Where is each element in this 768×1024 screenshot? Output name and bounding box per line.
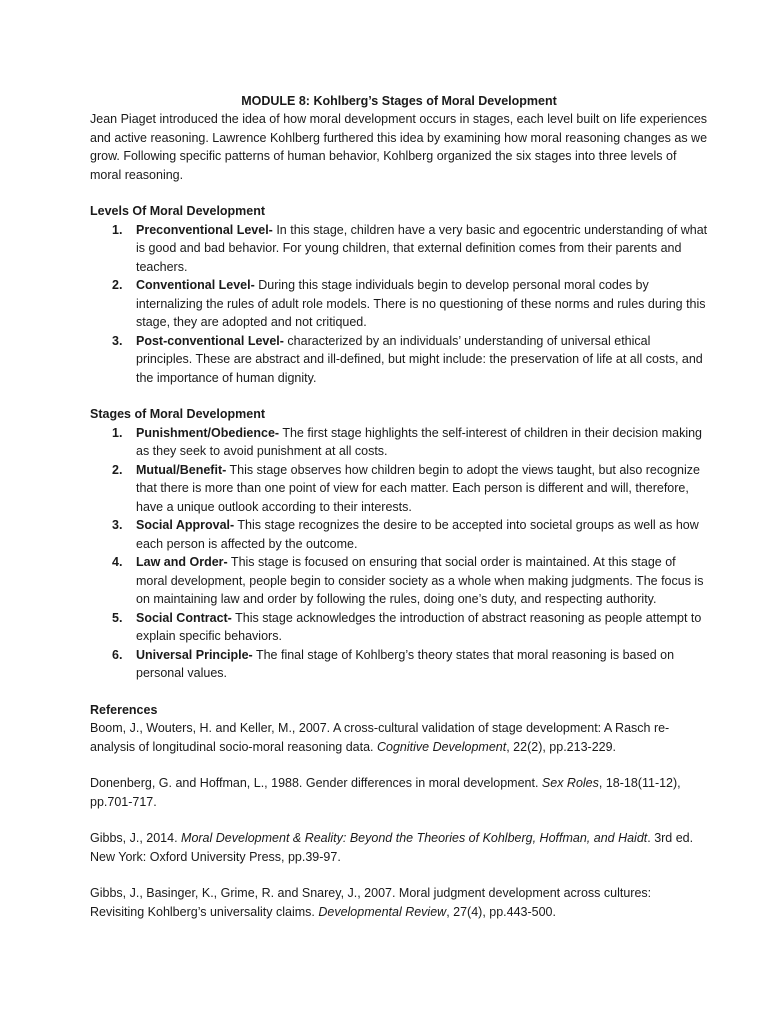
item-number: 6. <box>112 647 123 662</box>
item-number: 2. <box>112 462 123 477</box>
stages-heading: Stages of Moral Development <box>90 407 266 421</box>
list-item <box>112 516 708 553</box>
item-text: This stage observes how children begin to adopt the views taught, but also recognize that there is more than one point of view for each matter. Each person is different and will, therefore, have a unique outlook according to their interests. <box>136 462 700 514</box>
reference-source: Cognitive Development <box>376 739 507 754</box>
item-number: 5. <box>112 610 123 625</box>
list-item <box>112 276 708 332</box>
list-item <box>112 221 708 277</box>
reference-source: Moral Development & Reality: Beyond the Theories of Kohlberg, Hoffman, and Haidt <box>181 831 648 845</box>
item-term: Social Approval- <box>136 518 235 532</box>
item-term: Mutual/Benefit- <box>136 462 227 477</box>
reference-text: , 27(4), pp.443-500. <box>446 904 556 919</box>
item-text: During this stage individuals begin to develop personal moral codes by internalizing the rules of adult role models. There is no questioning of these norms and rules during this stage, they are adopted and not critiqued. <box>136 278 706 329</box>
reference-entry <box>90 884 708 921</box>
list-item <box>112 424 708 461</box>
item-number: 3. <box>112 333 123 348</box>
item-term: Conventional Level- <box>136 278 255 292</box>
item-text: The final stage of Kohlberg’s theory states that moral reasoning is based on personal values. <box>136 647 675 680</box>
list-item <box>112 461 708 517</box>
item-number: 2. <box>112 278 123 292</box>
references-heading: References <box>90 702 158 717</box>
reference-text: Boom, J., Wouters, H. and Keller, M., 2007. A cross-cultural validation of stage development: A Rasch re-analysis of longitudinal socio-moral reasoning data. <box>90 721 670 754</box>
levels-list <box>90 221 708 388</box>
item-term: Social Contract- <box>136 610 232 625</box>
reference-text: , 22(2), pp.213-229. <box>506 739 617 754</box>
reference-text: . 3rd ed. New York: Oxford University Press, pp.39-97. <box>90 831 694 864</box>
item-term: Universal Principle- <box>136 647 253 662</box>
item-number: 1. <box>112 425 123 440</box>
reference-text: Gibbs, J., Basinger, K., Grime, R. and Snarey, J., 2007. Moral judgment development across cultures: Revisiting Kohlberg’s universality claims. <box>90 886 652 919</box>
references-list <box>90 719 708 921</box>
reference-entry <box>90 719 708 756</box>
item-text: In this stage, children have a very basic and egocentric understanding of what is good and bad behavior. For young children, that external definition comes from their parents and teachers. <box>136 222 708 274</box>
item-text: This stage acknowledges the introduction of abstract reasoning as people attempt to explain specific behaviors. <box>136 610 702 643</box>
list-item <box>112 332 708 388</box>
item-number: 3. <box>112 518 123 532</box>
item-number: 1. <box>112 222 123 237</box>
item-number: 4. <box>112 555 123 569</box>
item-text: This stage recognizes the desire to be accepted into societal groups as well as how each person is affected by the outcome. <box>136 518 699 551</box>
reference-text: Donenberg, G. and Hoffman, L., 1988. Gender differences in moral development. <box>90 776 542 790</box>
reference-entry <box>90 774 708 811</box>
item-text: This stage is focused on ensuring that social order is maintained. At this stage of moral development, people begin to consider society as a whole when making judgments. The focus is on maintaining law and order by following the rules, doing one’s duty, and respecting authority. <box>136 555 704 606</box>
item-text: characterized by an individuals’ understanding of universal ethical principles. These are abstract and ill-defined, but might include: the preservation of life at all costs, and the importance of human dignity. <box>136 333 703 385</box>
item-term: Law and Order- <box>136 555 228 569</box>
list-item <box>112 609 708 646</box>
item-term: Post-conventional Level- <box>136 333 284 348</box>
stages-list <box>90 424 708 683</box>
page-title: MODULE 8: Kohlberg’s Stages of Moral Development <box>241 94 557 108</box>
item-term: Punishment/Obedience- <box>136 425 280 440</box>
reference-entry <box>90 829 708 866</box>
reference-text: Gibbs, J., 2014. <box>90 831 182 845</box>
item-term: Preconventional Level- <box>136 222 273 237</box>
levels-heading: Levels Of Moral Development <box>90 204 266 218</box>
list-item <box>112 553 708 609</box>
reference-source: Developmental Review <box>318 904 447 919</box>
reference-text: , 18-18(11-12), pp.701-717. <box>90 776 681 809</box>
item-text: The first stage highlights the self-interest of children in their decision making as they seek to avoid punishment at all costs. <box>136 425 702 458</box>
intro-paragraph: Jean Piaget introduced the idea of how moral development occurs in stages, each level built on life experiences and active reasoning. Lawrence Kohlberg furthered this idea by examining how moral reasoning changes as we grow. Following specific patterns of human behavior, Kohlberg organized the six stages into three levels of moral reasoning. <box>90 112 708 182</box>
list-item <box>112 646 708 683</box>
reference-source: Sex Roles <box>541 776 599 790</box>
